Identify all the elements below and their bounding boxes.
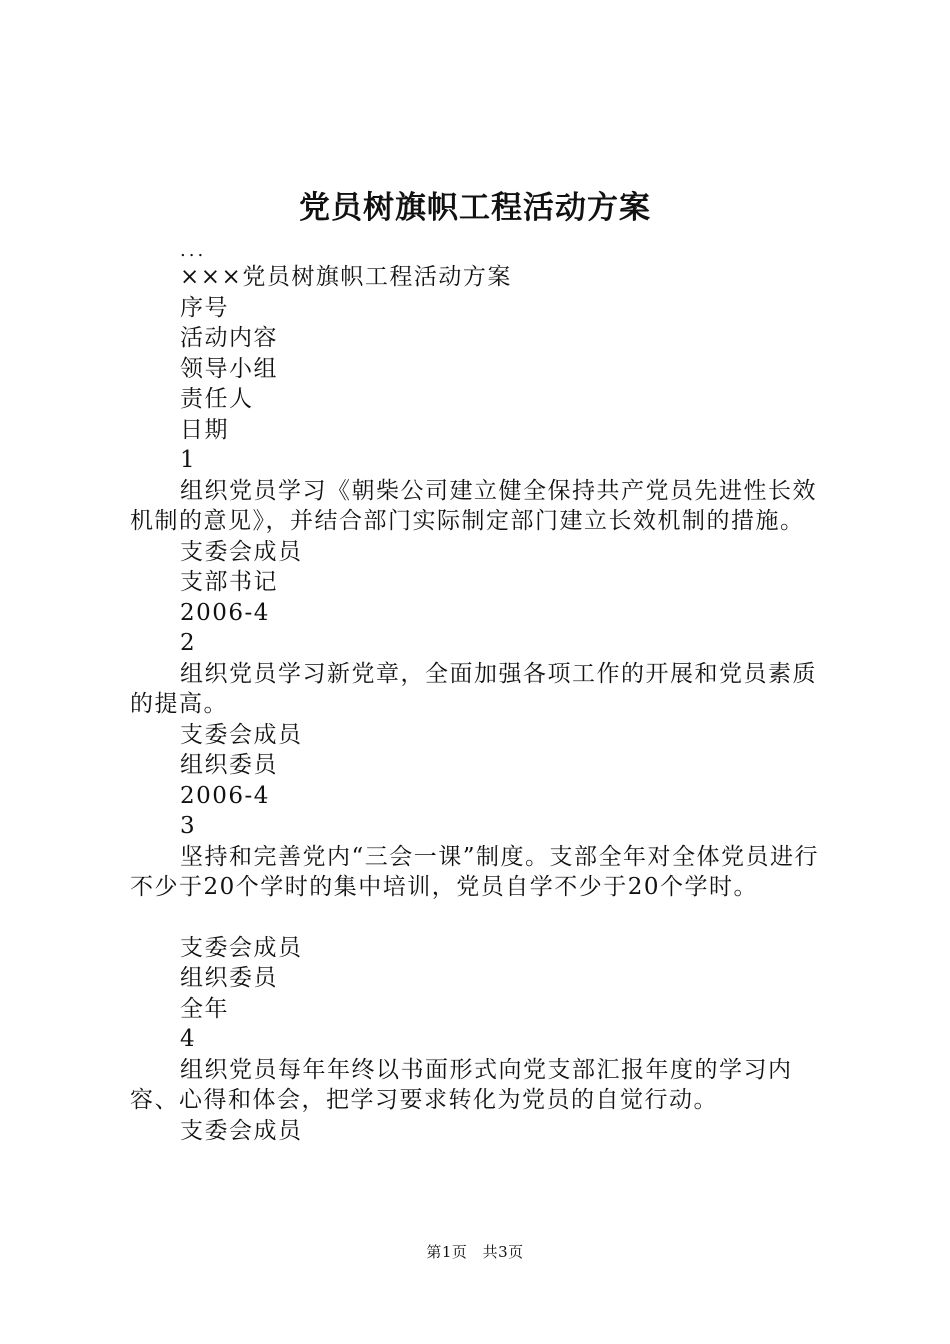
page-number: 第1页 [426,1243,468,1261]
row3-content: 坚持和完善党内“三会一课”制度。支部全年对全体党员进行不少于20个学时的集中培训，党员自学不少于20个学时。 [130,843,820,900]
row2-content: 组织党员学习新党章，全面加强各项工作的开展和党员素质的提高。 [130,660,817,717]
document-body [130,240,830,1146]
ellipsis-line: ... [180,240,207,261]
page-footer [0,1242,950,1262]
header-date: 日期 [180,416,229,443]
row3-group: 支委会成员 [180,934,303,961]
row3-date: 全年 [180,995,229,1022]
row1-group: 支委会成员 [180,538,303,565]
row2-number: 2 [180,630,197,656]
row2-group: 支委会成员 [180,721,303,748]
row2-person: 组织委员 [180,752,278,778]
header-content: 活动内容 [180,325,278,351]
row3-person: 组织委员 [180,965,278,991]
header-number: 序号 [180,294,229,321]
subtitle-line: ×××党员树旗帜工程活动方案 [180,264,512,290]
row2-date: 2006-4 [180,782,270,809]
row4-content: 组织党员每年年终以书面形式向党支部汇报年度的学习内容、心得和体会，把学习要求转化为党员的自觉行动。 [130,1056,793,1113]
document-title: 党员树旗帜工程活动方案 [299,190,651,226]
row1-number: 1 [180,447,197,473]
blank-line [130,903,830,933]
row3-number: 3 [180,813,197,839]
header-person: 责任人 [180,386,254,412]
row1-date: 2006-4 [180,599,270,626]
row4-group: 支委会成员 [180,1117,303,1144]
row1-content: 组织党员学习《朝柴公司建立健全保持共产党员先进性长效机制的意见》，并结合部门实际制定部门建立长效机制的措施。 [130,477,817,534]
row1-person: 支部书记 [180,569,278,595]
header-group: 领导小组 [180,355,278,382]
row4-number: 4 [180,1026,197,1052]
page-total: 共3页 [482,1243,524,1261]
